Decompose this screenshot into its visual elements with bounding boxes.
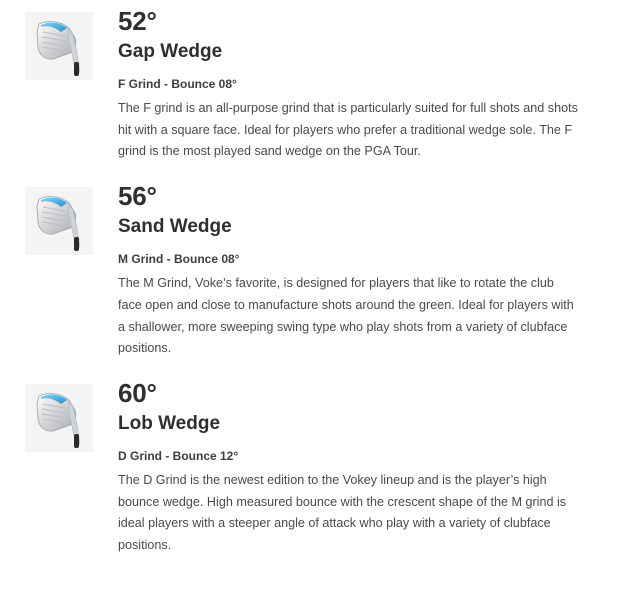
wedge-grind: M Grind - Bounce 08° (118, 252, 240, 267)
wedge-thumbnail-cell (0, 183, 118, 255)
wedge-details (118, 8, 620, 163)
golf-club-icon (25, 384, 93, 452)
wedge-details (118, 377, 620, 557)
wedge-image[interactable] (25, 187, 93, 255)
wedge-details (118, 183, 620, 360)
wedge-loft: 56° (118, 181, 157, 212)
wedge-grind: F Grind - Bounce 08° (118, 77, 237, 92)
list-item (0, 183, 620, 360)
wedge-description: The F grind is an all-purpose grind that is particularly suited for full shots and shots hit with a square face. Ideal for players who prefer a traditional wedge sole. The F grind is the most played sand wedge on the PGA Tour. (118, 101, 578, 159)
wedge-description: The D Grind is the newest edition to the Vokey lineup and is the player’s high bounce wedge. High measured bounce with the crescent shape of the M grind is ideal players with a steeper angle of attack who play with a variety of clubface positions. (118, 473, 567, 552)
wedge-thumbnail-cell (0, 8, 118, 80)
wedge-grind: D Grind - Bounce 12° (118, 449, 239, 464)
wedge-image[interactable] (25, 384, 93, 452)
golf-club-icon (25, 187, 93, 255)
list-item (0, 8, 620, 163)
wedge-list (0, 8, 620, 557)
wedge-name: Lob Wedge (118, 413, 221, 435)
wedge-thumbnail-cell (0, 380, 118, 452)
list-item (0, 377, 620, 557)
golf-club-icon (25, 12, 93, 80)
wedge-name: Gap Wedge (118, 41, 223, 63)
wedge-loft: 60° (118, 377, 157, 408)
wedge-name: Sand Wedge (118, 216, 232, 238)
wedge-image[interactable] (25, 12, 93, 80)
wedge-loft: 52° (118, 6, 157, 36)
wedge-description: The M Grind, Voke’s favorite, is designed for players that like to rotate the club face open and close to manufacture shots around the green. Ideal for players with a shallower, more sweeping swing type who play shots from a variety of clubface positions. (118, 276, 574, 356)
